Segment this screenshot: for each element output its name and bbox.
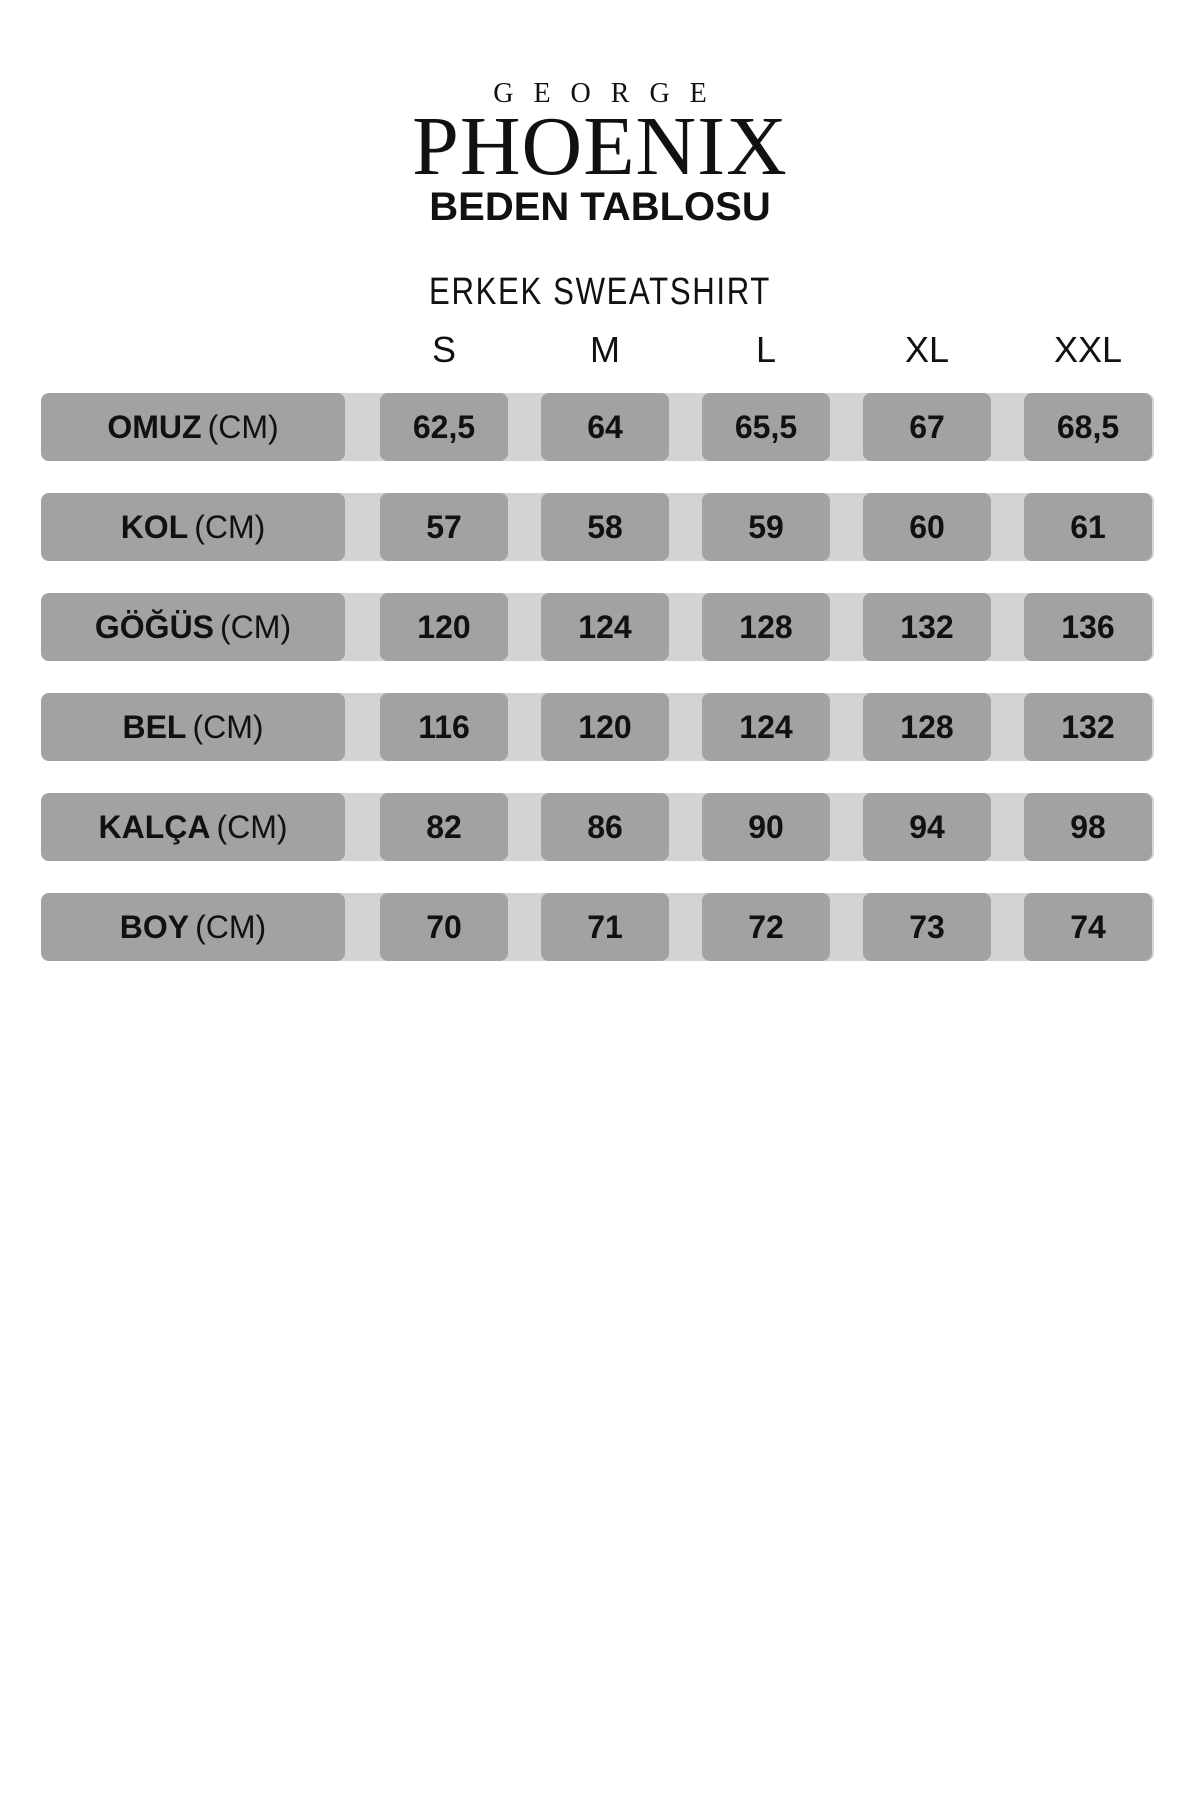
value-cell-l: 90 [702,793,830,861]
brand-name-main: PHOENIX [412,100,788,193]
value-cell-m: 86 [541,793,669,861]
value-cell-xxl: 98 [1024,793,1152,861]
value-cell-s: 62,5 [380,393,508,461]
value-cell-xxl: 61 [1024,493,1152,561]
value-cell-s: 70 [380,893,508,961]
measurement-label-cell [41,493,345,561]
value-cell-l: 59 [702,493,830,561]
measurement-label-cell [41,793,345,861]
value-cell-s: 57 [380,493,508,561]
size-label-xxl: XXL [1053,329,1123,370]
value-cell-xxl: 132 [1024,693,1152,761]
size-label-s: S [431,329,456,370]
value-cell-m: 124 [541,593,669,661]
measurement-label-cell [41,593,345,661]
value-cell-s: 120 [380,593,508,661]
table-row [41,693,1154,761]
measurement-label-cell [41,693,345,761]
value-cell-m: 58 [541,493,669,561]
table-row [41,593,1154,661]
measurement-unit: (CM) [194,509,266,545]
value-cell-xl: 128 [863,693,991,761]
product-subtitle: ERKEK SWEATSHIRT [429,271,771,313]
value-cell-xxl: 68,5 [1024,393,1152,461]
table-row [41,793,1154,861]
measurement-name: BEL [122,709,187,745]
value-cell-xl: 132 [863,593,991,661]
table-row [41,893,1154,961]
value-cell-xl: 94 [863,793,991,861]
value-cell-l: 65,5 [702,393,830,461]
size-label-l: L [755,329,777,370]
measurement-unit: (CM) [207,409,279,445]
measurement-label-cell [41,393,345,461]
value-cell-xxl: 74 [1024,893,1152,961]
measurement-name: KALÇA [98,809,211,845]
measurement-label-cell [41,893,345,961]
page-title: BEDEN TABLOSU [429,185,771,229]
value-cell-xl: 60 [863,493,991,561]
value-cell-s: 116 [380,693,508,761]
value-cell-s: 82 [380,793,508,861]
measurement-name: KOL [120,509,189,545]
table-row [41,393,1154,461]
measurement-name: OMUZ [107,409,202,445]
measurement-unit: (CM) [220,609,292,645]
brand-name-top: GEORGE [493,78,727,109]
value-cell-xxl: 136 [1024,593,1152,661]
value-cell-l: 128 [702,593,830,661]
measurement-unit: (CM) [195,909,267,945]
size-label-xl: XL [904,329,950,370]
value-cell-xl: 73 [863,893,991,961]
value-cell-m: 71 [541,893,669,961]
value-cell-m: 120 [541,693,669,761]
measurement-name: GÖĞÜS [94,609,215,645]
value-cell-m: 64 [541,393,669,461]
size-label-m: M [590,329,620,370]
value-cell-l: 124 [702,693,830,761]
measurement-unit: (CM) [216,809,288,845]
measurement-unit: (CM) [192,709,264,745]
value-cell-l: 72 [702,893,830,961]
size-header-row [0,328,1200,372]
value-cell-xl: 67 [863,393,991,461]
measurement-name: BOY [119,909,190,945]
table-row [41,493,1154,561]
